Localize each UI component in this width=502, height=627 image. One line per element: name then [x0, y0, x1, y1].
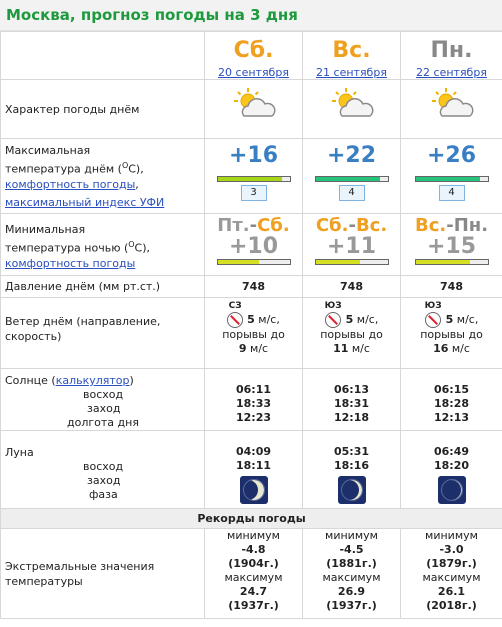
tmax-label-line2	[5, 158, 204, 177]
rec-min-year: (1904г.)	[228, 557, 279, 570]
wind-gust	[303, 342, 400, 356]
sunrise-value: 06:11	[235, 383, 271, 396]
sun-label	[1, 369, 205, 431]
comfort-bar-fill	[218, 177, 283, 181]
records-row	[1, 529, 502, 619]
comfort-bar	[217, 176, 291, 182]
record-cell	[303, 529, 401, 619]
sunset-label: заход	[87, 402, 121, 415]
wind-arrow-icon	[425, 312, 441, 328]
night-sep: -	[348, 215, 356, 236]
comfort-link[interactable]: комфортность погоды	[5, 177, 136, 191]
day-date-link[interactable]: 22 сентября	[416, 66, 487, 79]
corner-cell	[1, 32, 205, 80]
wind-row	[1, 298, 502, 369]
wind-speed-value: 5	[345, 313, 354, 326]
moon-spacer	[303, 431, 400, 445]
min-temp: +15	[426, 234, 477, 259]
tmax-cell	[401, 139, 502, 214]
rec-min: -4.5	[339, 543, 364, 556]
rec-min-label: минимум	[227, 529, 280, 542]
max-temp: +26	[426, 143, 477, 168]
sun-label-text: Солнце (	[5, 374, 56, 387]
extreme-label-text: Экстремальные значения температуры	[5, 559, 155, 588]
moonset-value: 18:20	[433, 459, 469, 472]
night-comfort-bar	[415, 259, 489, 265]
records-header: Рекорды погоды	[1, 509, 502, 529]
sunrise-value: 06:15	[433, 383, 469, 396]
comfort-bar-fill	[316, 177, 381, 181]
wind-speed-value: 5	[247, 313, 255, 326]
wind-cell	[205, 298, 303, 369]
degree-sign: O	[121, 161, 129, 170]
weather-cell	[205, 80, 303, 139]
weather-label	[1, 80, 205, 139]
uvi-badge: 4	[439, 185, 465, 201]
tmin-row	[1, 214, 502, 276]
page-header	[0, 0, 502, 31]
wind-speed-unit: м/с,	[258, 313, 280, 326]
tmin-label-line1: Минимальная	[5, 223, 86, 236]
sun-cell	[401, 369, 502, 431]
night-comfort-bar-fill	[416, 260, 470, 264]
rec-min: -4.8	[241, 543, 266, 556]
night-comfort-bar-fill	[316, 260, 361, 264]
rec-max-label: максимум	[422, 571, 481, 584]
wind-speed-value: 5	[445, 313, 454, 326]
degree-sign: O	[128, 240, 135, 249]
day-name: Сб.	[233, 38, 274, 63]
uvi-badge: 4	[339, 185, 365, 201]
moon-row	[1, 431, 502, 509]
wind-cell	[401, 298, 502, 369]
moon-disc	[243, 479, 265, 501]
extreme-label	[1, 529, 205, 619]
sun-cell	[205, 369, 303, 431]
tmin-unit: C),	[134, 241, 151, 255]
wind-speed-unit: м/с,	[456, 313, 479, 326]
wind-gust-value: 11	[333, 342, 349, 355]
sunrise-label: восход	[83, 388, 124, 401]
sun-cell	[303, 369, 401, 431]
daylength-label: долгота дня	[67, 416, 139, 429]
night-period	[303, 216, 400, 236]
tmin-label	[1, 214, 205, 276]
rec-min-label: минимум	[425, 529, 478, 542]
comfort-bar	[315, 176, 389, 182]
record-cell	[205, 529, 303, 619]
pressure-label	[1, 276, 205, 298]
pressure-value: 748	[205, 276, 303, 298]
moon-disc	[441, 479, 463, 501]
night-day-to: Вс.	[355, 215, 388, 236]
wind-label-text: Ветер днём (направление, скорость)	[5, 315, 161, 343]
day-header	[401, 32, 502, 80]
wind-arrow-icon	[325, 312, 341, 328]
wind-speed-unit: м/с,	[356, 313, 379, 326]
night-comfort-bar	[315, 259, 389, 265]
pressure-label-text: Давление днём (мм рт.ст.)	[5, 280, 161, 293]
rec-max-year: (1937г.)	[228, 599, 279, 612]
daylen-value: 12:23	[235, 411, 271, 424]
night-comfort-link[interactable]: комфортность погоды	[5, 256, 136, 270]
tmin-label-text: температура ночью (	[5, 241, 129, 255]
sunset-value: 18:33	[235, 397, 271, 410]
page-title: Москва, прогноз погоды на 3 дня	[6, 6, 298, 24]
record-cell	[401, 529, 502, 619]
night-sep: -	[446, 215, 454, 236]
night-day-from: Сб.	[315, 215, 349, 236]
day-date-link[interactable]: 20 сентября	[218, 66, 289, 79]
tmax-label	[1, 139, 205, 214]
sun-spacer	[401, 369, 502, 383]
wind-speed	[446, 313, 479, 327]
sunset-value: 18:31	[333, 397, 369, 410]
sunrise-value: 06:13	[333, 383, 369, 396]
wind-info	[205, 298, 302, 328]
moon-spacer	[205, 431, 302, 445]
moonset-value: 18:16	[333, 459, 369, 472]
min-temp: +11	[326, 234, 377, 259]
sun-label-close: )	[129, 374, 134, 387]
sunset-value: 18:28	[433, 397, 469, 410]
tmin-cell	[401, 214, 502, 276]
compass-icon	[425, 301, 442, 328]
wind-direction: ЮЗ	[324, 301, 342, 311]
weather-row	[1, 80, 502, 139]
wind-speed	[247, 313, 280, 327]
pressure-row	[1, 276, 502, 298]
wind-gust-value: 9	[238, 342, 247, 355]
night-period	[205, 216, 302, 236]
wind-label	[1, 298, 205, 369]
pressure-value: 748	[303, 276, 401, 298]
wind-direction: ЮЗ	[424, 301, 442, 311]
moon-label-text: Луна	[5, 446, 34, 459]
rec-max: 26.1	[437, 585, 466, 598]
moon-phase-icon	[338, 476, 366, 504]
rec-max: 24.7	[239, 585, 268, 598]
night-comfort-bar-fill	[218, 260, 260, 264]
compass-icon	[227, 301, 243, 328]
wind-gust	[401, 342, 502, 356]
wind-gust-label: порывы до	[320, 328, 383, 341]
daylen-value: 12:13	[433, 411, 469, 424]
night-day-to: Пн.	[453, 215, 489, 236]
wind-direction: СЗ	[228, 301, 242, 311]
forecast-table	[0, 31, 502, 619]
tmax-cell	[303, 139, 401, 214]
records-header-row	[1, 509, 502, 529]
rec-max-year: (1937г.)	[326, 599, 377, 612]
tmax-label-text: температура днём (	[5, 162, 122, 176]
rec-min-label: минимум	[325, 529, 378, 542]
weather-label-text: Характер погоды днём	[5, 102, 140, 116]
day-header	[303, 32, 401, 80]
wind-speed	[346, 313, 379, 327]
wind-gust-label: порывы до	[222, 328, 285, 341]
wind-gust-unit: м/с	[451, 342, 470, 355]
tmax-cell	[205, 139, 303, 214]
pressure-value: 748	[401, 276, 502, 298]
wind-gust-value: 16	[433, 342, 449, 355]
moon-phase-icon	[438, 476, 466, 504]
moon-cell	[303, 431, 401, 509]
comfort-comma: ,	[135, 177, 139, 191]
moon-disc	[341, 479, 363, 501]
night-day-from: Пт.	[217, 215, 250, 236]
wind-gust	[205, 342, 302, 356]
uvi-badge: 3	[241, 185, 267, 201]
wind-gust-label: порывы до	[420, 328, 483, 341]
rec-max-label: максимум	[224, 571, 283, 584]
weather-cell	[401, 80, 502, 139]
uvi-link[interactable]: максимальный индекс УФИ	[5, 195, 165, 209]
moonrise-value: 04:09	[235, 445, 271, 458]
day-name: Пн.	[430, 38, 473, 63]
wind-gust-unit: м/с	[351, 342, 370, 355]
weather-cell	[303, 80, 401, 139]
day-name: Вс.	[332, 38, 371, 63]
moonrise-label: восход	[83, 460, 124, 473]
phase-label: фаза	[89, 488, 118, 501]
partly-cloudy-icon	[205, 86, 302, 125]
compass-icon	[325, 301, 342, 328]
partly-cloudy-icon	[303, 86, 400, 125]
tmax-unit: C),	[128, 162, 144, 176]
wind-info	[303, 298, 400, 328]
night-sep: -	[249, 215, 258, 236]
rec-max: 26.9	[337, 585, 366, 598]
daylen-value: 12:18	[333, 411, 369, 424]
rec-max-label: максимум	[322, 571, 381, 584]
tmin-cell	[303, 214, 401, 276]
max-temp: +22	[326, 143, 377, 168]
wind-arrow-icon	[227, 312, 243, 328]
tmax-row	[1, 139, 502, 214]
night-day-to: Сб.	[257, 215, 290, 236]
tmin-label-line2	[5, 237, 204, 256]
comfort-bar	[415, 176, 489, 182]
rec-min: -3.0	[439, 543, 464, 556]
wind-cell	[303, 298, 401, 369]
moonset-value: 18:11	[235, 459, 271, 472]
wind-info	[401, 298, 502, 328]
sun-spacer	[303, 369, 400, 383]
moon-phase-icon	[240, 476, 268, 504]
rec-max-year: (2018г.)	[426, 599, 477, 612]
sun-row	[1, 369, 502, 431]
min-temp: +10	[228, 234, 279, 259]
sun-calculator-link[interactable]: калькулятор	[55, 374, 130, 387]
night-day-from: Вс.	[414, 215, 447, 236]
night-period	[401, 216, 502, 236]
rec-min-year: (1879г.)	[426, 557, 477, 570]
wind-gust-unit: м/с	[250, 342, 269, 355]
day-header	[205, 32, 303, 80]
night-comfort-bar	[217, 259, 291, 265]
comfort-bar-fill	[416, 177, 481, 181]
moon-cell	[401, 431, 502, 509]
day-date-link[interactable]: 21 сентября	[316, 66, 387, 79]
moon-label	[1, 431, 205, 509]
partly-cloudy-icon	[401, 86, 502, 125]
moon-spacer	[401, 431, 502, 445]
rec-min-year: (1881г.)	[326, 557, 377, 570]
moonset-label: заход	[87, 474, 121, 487]
days-row	[1, 32, 502, 80]
moonrise-value: 06:49	[433, 445, 469, 458]
moonrise-value: 05:31	[333, 445, 369, 458]
max-temp: +16	[228, 143, 279, 168]
moon-cell	[205, 431, 303, 509]
tmax-label-line1: Максимальная	[5, 144, 91, 157]
tmin-cell	[205, 214, 303, 276]
sun-spacer	[205, 369, 302, 383]
